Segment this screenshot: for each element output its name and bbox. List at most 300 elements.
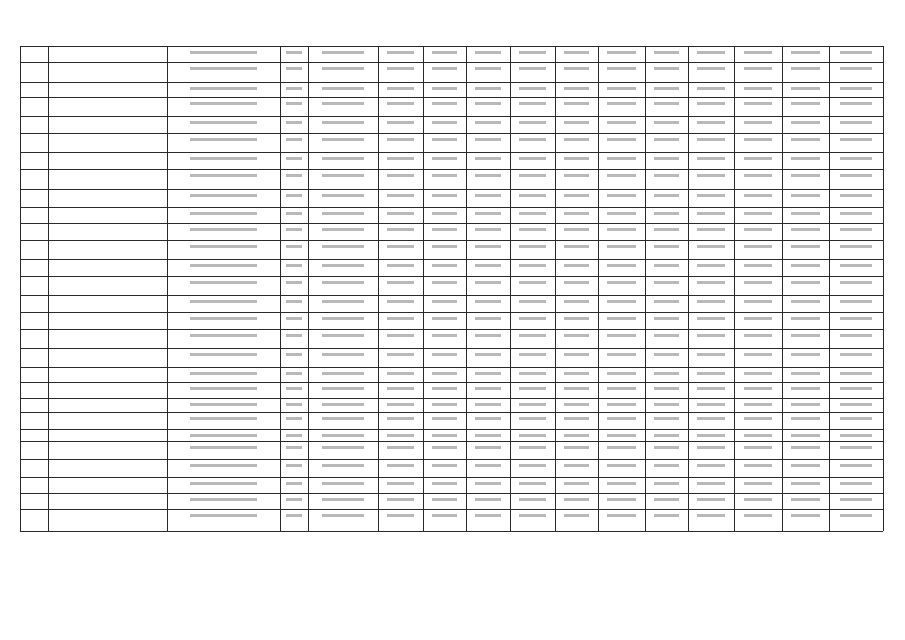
cell-text-placeholder bbox=[432, 417, 458, 420]
cell-text-placeholder bbox=[654, 281, 680, 284]
cell-text-placeholder bbox=[387, 212, 414, 215]
cell-text-placeholder bbox=[387, 372, 414, 375]
cell-text-placeholder bbox=[190, 372, 258, 375]
cell-text-placeholder bbox=[519, 212, 546, 215]
cell-text-placeholder bbox=[286, 482, 303, 485]
cell-text-placeholder bbox=[654, 387, 680, 390]
row-divider bbox=[20, 459, 883, 460]
cell-text-placeholder bbox=[840, 372, 872, 375]
row-divider bbox=[20, 62, 883, 63]
cell-text-placeholder bbox=[564, 51, 590, 54]
cell-text-placeholder bbox=[432, 121, 458, 124]
cell-text-placeholder bbox=[607, 87, 635, 90]
cell-text-placeholder bbox=[791, 281, 819, 284]
cell-text-placeholder bbox=[286, 372, 303, 375]
cell-text-placeholder bbox=[744, 51, 773, 54]
cell-text-placeholder bbox=[654, 300, 680, 303]
cell-text-placeholder bbox=[840, 245, 872, 248]
cell-text-placeholder bbox=[475, 403, 501, 406]
cell-text-placeholder bbox=[519, 51, 546, 54]
cell-text-placeholder bbox=[190, 102, 258, 105]
cell-text-placeholder bbox=[840, 482, 872, 485]
cell-text-placeholder bbox=[697, 446, 725, 449]
cell-text-placeholder bbox=[475, 317, 501, 320]
cell-text-placeholder bbox=[697, 174, 725, 177]
cell-text-placeholder bbox=[322, 353, 364, 356]
cell-text-placeholder bbox=[654, 157, 680, 160]
column-divider bbox=[423, 46, 424, 531]
cell-text-placeholder bbox=[654, 174, 680, 177]
cell-text-placeholder bbox=[791, 157, 819, 160]
cell-text-placeholder bbox=[286, 446, 303, 449]
cell-text-placeholder bbox=[840, 317, 872, 320]
cell-text-placeholder bbox=[475, 174, 501, 177]
cell-text-placeholder bbox=[607, 482, 635, 485]
row-divider bbox=[20, 429, 883, 430]
cell-text-placeholder bbox=[654, 102, 680, 105]
cell-text-placeholder bbox=[564, 417, 590, 420]
cell-text-placeholder bbox=[432, 281, 458, 284]
cell-text-placeholder bbox=[322, 67, 364, 70]
cell-text-placeholder bbox=[387, 194, 414, 197]
cell-text-placeholder bbox=[322, 138, 364, 141]
cell-text-placeholder bbox=[286, 387, 303, 390]
cell-text-placeholder bbox=[564, 498, 590, 501]
cell-text-placeholder bbox=[387, 317, 414, 320]
cell-text-placeholder bbox=[475, 300, 501, 303]
cell-text-placeholder bbox=[607, 446, 635, 449]
cell-text-placeholder bbox=[475, 212, 501, 215]
cell-text-placeholder bbox=[432, 245, 458, 248]
cell-text-placeholder bbox=[432, 67, 458, 70]
cell-text-placeholder bbox=[519, 434, 546, 437]
cell-text-placeholder bbox=[322, 228, 364, 231]
cell-text-placeholder bbox=[697, 264, 725, 267]
cell-text-placeholder bbox=[286, 434, 303, 437]
cell-text-placeholder bbox=[697, 417, 725, 420]
cell-text-placeholder bbox=[432, 372, 458, 375]
cell-text-placeholder bbox=[519, 417, 546, 420]
cell-text-placeholder bbox=[791, 212, 819, 215]
cell-text-placeholder bbox=[519, 281, 546, 284]
cell-text-placeholder bbox=[387, 157, 414, 160]
row-divider bbox=[20, 367, 883, 368]
cell-text-placeholder bbox=[697, 245, 725, 248]
cell-text-placeholder bbox=[475, 67, 501, 70]
cell-text-placeholder bbox=[432, 334, 458, 337]
cell-text-placeholder bbox=[190, 281, 258, 284]
cell-text-placeholder bbox=[791, 403, 819, 406]
cell-text-placeholder bbox=[697, 353, 725, 356]
cell-text-placeholder bbox=[697, 482, 725, 485]
cell-text-placeholder bbox=[840, 264, 872, 267]
cell-text-placeholder bbox=[564, 264, 590, 267]
cell-text-placeholder bbox=[432, 194, 458, 197]
cell-text-placeholder bbox=[387, 174, 414, 177]
cell-text-placeholder bbox=[564, 403, 590, 406]
cell-text-placeholder bbox=[654, 212, 680, 215]
cell-text-placeholder bbox=[387, 264, 414, 267]
cell-text-placeholder bbox=[654, 434, 680, 437]
cell-text-placeholder bbox=[840, 281, 872, 284]
cell-text-placeholder bbox=[564, 446, 590, 449]
cell-text-placeholder bbox=[432, 403, 458, 406]
cell-text-placeholder bbox=[791, 51, 819, 54]
row-divider bbox=[20, 223, 883, 224]
cell-text-placeholder bbox=[564, 102, 590, 105]
row-divider bbox=[20, 97, 883, 98]
cell-text-placeholder bbox=[475, 51, 501, 54]
cell-text-placeholder bbox=[475, 514, 501, 517]
cell-text-placeholder bbox=[286, 300, 303, 303]
cell-text-placeholder bbox=[840, 138, 872, 141]
cell-text-placeholder bbox=[697, 212, 725, 215]
cell-text-placeholder bbox=[387, 403, 414, 406]
cell-text-placeholder bbox=[286, 194, 303, 197]
row-divider bbox=[20, 189, 883, 190]
cell-text-placeholder bbox=[286, 281, 303, 284]
cell-text-placeholder bbox=[322, 212, 364, 215]
cell-text-placeholder bbox=[840, 102, 872, 105]
cell-text-placeholder bbox=[190, 194, 258, 197]
cell-text-placeholder bbox=[519, 121, 546, 124]
cell-text-placeholder bbox=[791, 434, 819, 437]
cell-text-placeholder bbox=[791, 87, 819, 90]
cell-text-placeholder bbox=[475, 446, 501, 449]
cell-text-placeholder bbox=[322, 87, 364, 90]
cell-text-placeholder bbox=[697, 281, 725, 284]
row-divider bbox=[20, 240, 883, 241]
cell-text-placeholder bbox=[654, 51, 680, 54]
cell-text-placeholder bbox=[607, 212, 635, 215]
cell-text-placeholder bbox=[432, 446, 458, 449]
cell-text-placeholder bbox=[744, 194, 773, 197]
cell-text-placeholder bbox=[322, 51, 364, 54]
cell-text-placeholder bbox=[697, 138, 725, 141]
cell-text-placeholder bbox=[475, 387, 501, 390]
cell-text-placeholder bbox=[322, 464, 364, 467]
column-divider bbox=[829, 46, 830, 531]
column-divider bbox=[48, 46, 49, 531]
cell-text-placeholder bbox=[519, 317, 546, 320]
cell-text-placeholder bbox=[654, 372, 680, 375]
cell-text-placeholder bbox=[697, 372, 725, 375]
cell-text-placeholder bbox=[564, 482, 590, 485]
cell-text-placeholder bbox=[322, 102, 364, 105]
cell-text-placeholder bbox=[564, 281, 590, 284]
cell-text-placeholder bbox=[286, 138, 303, 141]
cell-text-placeholder bbox=[475, 264, 501, 267]
cell-text-placeholder bbox=[840, 434, 872, 437]
cell-text-placeholder bbox=[519, 102, 546, 105]
cell-text-placeholder bbox=[840, 228, 872, 231]
cell-text-placeholder bbox=[654, 482, 680, 485]
cell-text-placeholder bbox=[519, 157, 546, 160]
cell-text-placeholder bbox=[475, 138, 501, 141]
cell-text-placeholder bbox=[607, 434, 635, 437]
cell-text-placeholder bbox=[519, 464, 546, 467]
cell-text-placeholder bbox=[475, 228, 501, 231]
cell-text-placeholder bbox=[654, 264, 680, 267]
cell-text-placeholder bbox=[519, 482, 546, 485]
cell-text-placeholder bbox=[564, 464, 590, 467]
cell-text-placeholder bbox=[791, 317, 819, 320]
cell-text-placeholder bbox=[791, 102, 819, 105]
cell-text-placeholder bbox=[607, 264, 635, 267]
cell-text-placeholder bbox=[322, 387, 364, 390]
row-divider bbox=[20, 133, 883, 134]
cell-text-placeholder bbox=[190, 245, 258, 248]
cell-text-placeholder bbox=[697, 514, 725, 517]
cell-text-placeholder bbox=[791, 67, 819, 70]
cell-text-placeholder bbox=[840, 121, 872, 124]
cell-text-placeholder bbox=[564, 514, 590, 517]
cell-text-placeholder bbox=[607, 245, 635, 248]
cell-text-placeholder bbox=[519, 498, 546, 501]
cell-text-placeholder bbox=[607, 51, 635, 54]
cell-text-placeholder bbox=[607, 372, 635, 375]
cell-text-placeholder bbox=[519, 138, 546, 141]
cell-text-placeholder bbox=[791, 138, 819, 141]
cell-text-placeholder bbox=[697, 334, 725, 337]
cell-text-placeholder bbox=[607, 514, 635, 517]
cell-text-placeholder bbox=[432, 228, 458, 231]
cell-text-placeholder bbox=[607, 498, 635, 501]
cell-text-placeholder bbox=[607, 121, 635, 124]
cell-text-placeholder bbox=[286, 464, 303, 467]
cell-text-placeholder bbox=[322, 514, 364, 517]
cell-text-placeholder bbox=[791, 387, 819, 390]
cell-text-placeholder bbox=[432, 102, 458, 105]
cell-text-placeholder bbox=[791, 174, 819, 177]
cell-text-placeholder bbox=[519, 245, 546, 248]
cell-text-placeholder bbox=[697, 498, 725, 501]
cell-text-placeholder bbox=[564, 67, 590, 70]
column-divider bbox=[510, 46, 511, 531]
cell-text-placeholder bbox=[840, 334, 872, 337]
cell-text-placeholder bbox=[840, 300, 872, 303]
cell-text-placeholder bbox=[654, 403, 680, 406]
row-divider bbox=[20, 412, 883, 413]
cell-text-placeholder bbox=[654, 464, 680, 467]
cell-text-placeholder bbox=[432, 212, 458, 215]
cell-text-placeholder bbox=[564, 157, 590, 160]
cell-text-placeholder bbox=[322, 446, 364, 449]
cell-text-placeholder bbox=[697, 51, 725, 54]
cell-text-placeholder bbox=[519, 372, 546, 375]
cell-text-placeholder bbox=[697, 87, 725, 90]
cell-text-placeholder bbox=[744, 87, 773, 90]
row-divider bbox=[20, 207, 883, 208]
cell-text-placeholder bbox=[607, 317, 635, 320]
cell-text-placeholder bbox=[432, 482, 458, 485]
cell-text-placeholder bbox=[190, 157, 258, 160]
row-divider bbox=[20, 329, 883, 330]
cell-text-placeholder bbox=[791, 264, 819, 267]
cell-text-placeholder bbox=[744, 281, 773, 284]
row-divider bbox=[20, 82, 883, 83]
cell-text-placeholder bbox=[744, 228, 773, 231]
cell-text-placeholder bbox=[744, 67, 773, 70]
cell-text-placeholder bbox=[791, 228, 819, 231]
cell-text-placeholder bbox=[791, 514, 819, 517]
cell-text-placeholder bbox=[744, 482, 773, 485]
cell-text-placeholder bbox=[475, 482, 501, 485]
cell-text-placeholder bbox=[744, 464, 773, 467]
cell-text-placeholder bbox=[744, 245, 773, 248]
cell-text-placeholder bbox=[607, 228, 635, 231]
cell-text-placeholder bbox=[432, 174, 458, 177]
cell-text-placeholder bbox=[654, 514, 680, 517]
column-divider bbox=[883, 46, 884, 531]
cell-text-placeholder bbox=[697, 121, 725, 124]
cell-text-placeholder bbox=[697, 317, 725, 320]
column-divider bbox=[688, 46, 689, 531]
cell-text-placeholder bbox=[432, 157, 458, 160]
cell-text-placeholder bbox=[791, 121, 819, 124]
cell-text-placeholder bbox=[286, 121, 303, 124]
cell-text-placeholder bbox=[519, 194, 546, 197]
cell-text-placeholder bbox=[286, 264, 303, 267]
cell-text-placeholder bbox=[190, 417, 258, 420]
cell-text-placeholder bbox=[286, 212, 303, 215]
cell-text-placeholder bbox=[432, 498, 458, 501]
cell-text-placeholder bbox=[190, 464, 258, 467]
cell-text-placeholder bbox=[322, 174, 364, 177]
cell-text-placeholder bbox=[654, 228, 680, 231]
cell-text-placeholder bbox=[840, 51, 872, 54]
cell-text-placeholder bbox=[322, 317, 364, 320]
cell-text-placeholder bbox=[840, 417, 872, 420]
cell-text-placeholder bbox=[475, 157, 501, 160]
cell-text-placeholder bbox=[840, 353, 872, 356]
cell-text-placeholder bbox=[286, 87, 303, 90]
cell-text-placeholder bbox=[654, 138, 680, 141]
row-divider bbox=[20, 348, 883, 349]
cell-text-placeholder bbox=[387, 102, 414, 105]
cell-text-placeholder bbox=[387, 51, 414, 54]
cell-text-placeholder bbox=[387, 387, 414, 390]
cell-text-placeholder bbox=[697, 403, 725, 406]
row-divider bbox=[20, 276, 883, 277]
cell-text-placeholder bbox=[190, 228, 258, 231]
cell-text-placeholder bbox=[840, 403, 872, 406]
cell-text-placeholder bbox=[190, 446, 258, 449]
column-divider bbox=[378, 46, 379, 531]
row-divider bbox=[20, 169, 883, 170]
cell-text-placeholder bbox=[840, 87, 872, 90]
cell-text-placeholder bbox=[791, 372, 819, 375]
cell-text-placeholder bbox=[519, 300, 546, 303]
cell-text-placeholder bbox=[564, 87, 590, 90]
cell-text-placeholder bbox=[564, 245, 590, 248]
cell-text-placeholder bbox=[697, 228, 725, 231]
cell-text-placeholder bbox=[744, 387, 773, 390]
cell-text-placeholder bbox=[432, 353, 458, 356]
cell-text-placeholder bbox=[654, 446, 680, 449]
column-divider bbox=[280, 46, 281, 531]
cell-text-placeholder bbox=[432, 51, 458, 54]
cell-text-placeholder bbox=[654, 317, 680, 320]
row-divider bbox=[20, 152, 883, 153]
cell-text-placeholder bbox=[475, 121, 501, 124]
cell-text-placeholder bbox=[744, 212, 773, 215]
cell-text-placeholder bbox=[791, 498, 819, 501]
cell-text-placeholder bbox=[387, 67, 414, 70]
cell-text-placeholder bbox=[607, 403, 635, 406]
cell-text-placeholder bbox=[190, 514, 258, 517]
cell-text-placeholder bbox=[744, 102, 773, 105]
column-divider bbox=[20, 46, 21, 531]
cell-text-placeholder bbox=[322, 300, 364, 303]
cell-text-placeholder bbox=[519, 228, 546, 231]
cell-text-placeholder bbox=[840, 194, 872, 197]
cell-text-placeholder bbox=[286, 334, 303, 337]
cell-text-placeholder bbox=[697, 434, 725, 437]
cell-text-placeholder bbox=[190, 387, 258, 390]
cell-text-placeholder bbox=[564, 300, 590, 303]
cell-text-placeholder bbox=[744, 174, 773, 177]
cell-text-placeholder bbox=[387, 245, 414, 248]
cell-text-placeholder bbox=[387, 446, 414, 449]
cell-text-placeholder bbox=[840, 67, 872, 70]
cell-text-placeholder bbox=[190, 264, 258, 267]
cell-text-placeholder bbox=[564, 317, 590, 320]
row-divider bbox=[20, 259, 883, 260]
cell-text-placeholder bbox=[791, 300, 819, 303]
cell-text-placeholder bbox=[564, 121, 590, 124]
cell-text-placeholder bbox=[286, 102, 303, 105]
row-divider bbox=[20, 441, 883, 442]
column-divider bbox=[167, 46, 168, 531]
column-divider bbox=[734, 46, 735, 531]
cell-text-placeholder bbox=[519, 334, 546, 337]
cell-text-placeholder bbox=[322, 372, 364, 375]
cell-text-placeholder bbox=[475, 334, 501, 337]
cell-text-placeholder bbox=[475, 353, 501, 356]
cell-text-placeholder bbox=[654, 334, 680, 337]
cell-text-placeholder bbox=[387, 121, 414, 124]
cell-text-placeholder bbox=[475, 194, 501, 197]
cell-text-placeholder bbox=[607, 417, 635, 420]
cell-text-placeholder bbox=[475, 245, 501, 248]
cell-text-placeholder bbox=[190, 498, 258, 501]
cell-text-placeholder bbox=[791, 464, 819, 467]
cell-text-placeholder bbox=[791, 446, 819, 449]
cell-text-placeholder bbox=[744, 353, 773, 356]
cell-text-placeholder bbox=[654, 353, 680, 356]
cell-text-placeholder bbox=[322, 417, 364, 420]
cell-text-placeholder bbox=[432, 317, 458, 320]
cell-text-placeholder bbox=[840, 157, 872, 160]
cell-text-placeholder bbox=[387, 498, 414, 501]
cell-text-placeholder bbox=[387, 138, 414, 141]
cell-text-placeholder bbox=[564, 174, 590, 177]
cell-text-placeholder bbox=[697, 387, 725, 390]
cell-text-placeholder bbox=[322, 434, 364, 437]
cell-text-placeholder bbox=[607, 174, 635, 177]
cell-text-placeholder bbox=[475, 434, 501, 437]
row-divider bbox=[20, 116, 883, 117]
cell-text-placeholder bbox=[791, 353, 819, 356]
cell-text-placeholder bbox=[190, 482, 258, 485]
cell-text-placeholder bbox=[840, 514, 872, 517]
column-divider bbox=[645, 46, 646, 531]
cell-text-placeholder bbox=[190, 317, 258, 320]
cell-text-placeholder bbox=[564, 387, 590, 390]
cell-text-placeholder bbox=[519, 514, 546, 517]
cell-text-placeholder bbox=[744, 498, 773, 501]
